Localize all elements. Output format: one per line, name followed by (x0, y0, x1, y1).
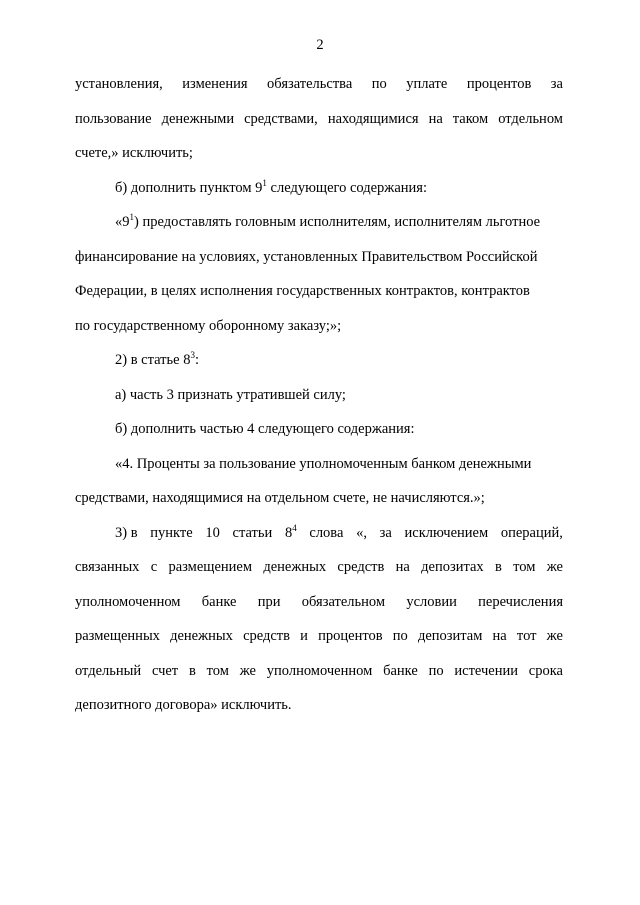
text-line-18 (75, 657, 563, 692)
word: за (379, 524, 392, 541)
word: связанных (75, 559, 140, 575)
line-text: б) дополнить пунктом 9 (115, 179, 263, 196)
word: в (494, 559, 502, 575)
text-line-2 (75, 105, 563, 140)
word: банке (201, 593, 237, 610)
word: денежными (161, 110, 235, 127)
word-base: 8 (284, 524, 293, 541)
word: по (392, 628, 408, 644)
word: перечисления (478, 593, 563, 610)
word: изменения (182, 76, 248, 92)
word: размещением (168, 559, 253, 575)
page-number: 2 (316, 37, 324, 53)
text-line-6: финансирование на условиях, установленных Правительством Российской (75, 248, 538, 265)
word: банке (383, 662, 418, 679)
text-line-13: средствами, находящимися на отдельном счете, не начисляются.»; (75, 490, 485, 506)
word: средств (337, 559, 385, 575)
word: обязательства (267, 76, 353, 92)
word: и (300, 628, 308, 644)
word: пользование (75, 110, 152, 127)
word: процентов (318, 628, 383, 644)
word: исключением (404, 524, 489, 541)
word: условии (406, 593, 457, 610)
word: том (513, 559, 536, 575)
word: операций, (500, 524, 563, 541)
word: отдельный (75, 662, 142, 679)
word: средствами, (244, 110, 318, 127)
word: 3) в (115, 524, 138, 541)
word: уполномоченном (266, 662, 373, 679)
word: процентов (466, 76, 532, 92)
word: при (257, 593, 281, 610)
text-line-17 (75, 622, 563, 657)
superscript: 4 (292, 522, 297, 533)
word: статьи (232, 524, 273, 541)
line-text: следующего содержания: (266, 179, 427, 196)
word: депозитам (417, 628, 483, 644)
word: отдельном (498, 110, 563, 127)
superscript: 3 (190, 350, 195, 360)
text-line-19: депозитного договора» исключить. (75, 697, 292, 713)
text-line-14 (75, 519, 563, 554)
word: уполномоченном (75, 593, 181, 610)
word: обязательном (301, 593, 386, 610)
word: на (428, 110, 443, 127)
text-line-9 (75, 346, 563, 381)
word: том (206, 662, 229, 679)
word: размещенных (75, 628, 160, 644)
word: средств (243, 628, 290, 644)
word: депозитах (421, 559, 484, 575)
word: денежных (170, 628, 233, 644)
word: за (550, 76, 563, 92)
word: «, (356, 524, 367, 541)
superscript: 1 (262, 177, 267, 188)
word: с (150, 559, 158, 575)
line-text: 2) в статье 8 (115, 352, 191, 368)
word: тот (516, 628, 537, 644)
word: слова (309, 524, 344, 541)
document-body (75, 70, 563, 726)
word: установления, (75, 76, 163, 92)
text-line-16 (75, 588, 563, 623)
word (285, 519, 297, 554)
word: же (239, 662, 256, 679)
line-text: : (194, 352, 199, 368)
text-line-7: Федерации, в целях исполнения государственных контрактов, контрактов (75, 283, 530, 299)
word: срока (528, 662, 563, 679)
word: находящимися (327, 110, 419, 127)
word: на (395, 559, 410, 575)
word: по (371, 76, 387, 92)
word: 10 (205, 524, 220, 541)
word: таком (452, 110, 489, 127)
text-line-8: по государственному оборонному заказу;»; (75, 317, 342, 334)
word: пункте (150, 524, 193, 541)
text-line-12: «4. Проценты за пользование уполномоченным банком денежными (115, 455, 532, 472)
line-text: «9 (115, 214, 130, 230)
word: в (188, 662, 196, 679)
text-line-10: а) часть 3 признать утратившей силу; (115, 386, 346, 403)
text-line-15 (75, 553, 563, 588)
line-text: ) предоставлять головным исполнителям, исполнителям льготное (134, 214, 541, 230)
text-line-11: б) дополнить частью 4 следующего содержания: (115, 421, 415, 437)
text-line-1 (75, 70, 563, 105)
text-line-4 (75, 174, 563, 209)
word: же (546, 559, 563, 575)
word: на (492, 628, 507, 644)
word: уплате (406, 76, 448, 92)
superscript: 1 (129, 212, 134, 222)
word: истечении (454, 662, 518, 679)
word: по (428, 662, 444, 679)
word: счет (151, 662, 179, 679)
word: же (546, 628, 563, 644)
word: денежных (263, 559, 327, 575)
text-line-3: счете,» исключить; (75, 145, 193, 161)
text-line-5 (75, 208, 563, 243)
